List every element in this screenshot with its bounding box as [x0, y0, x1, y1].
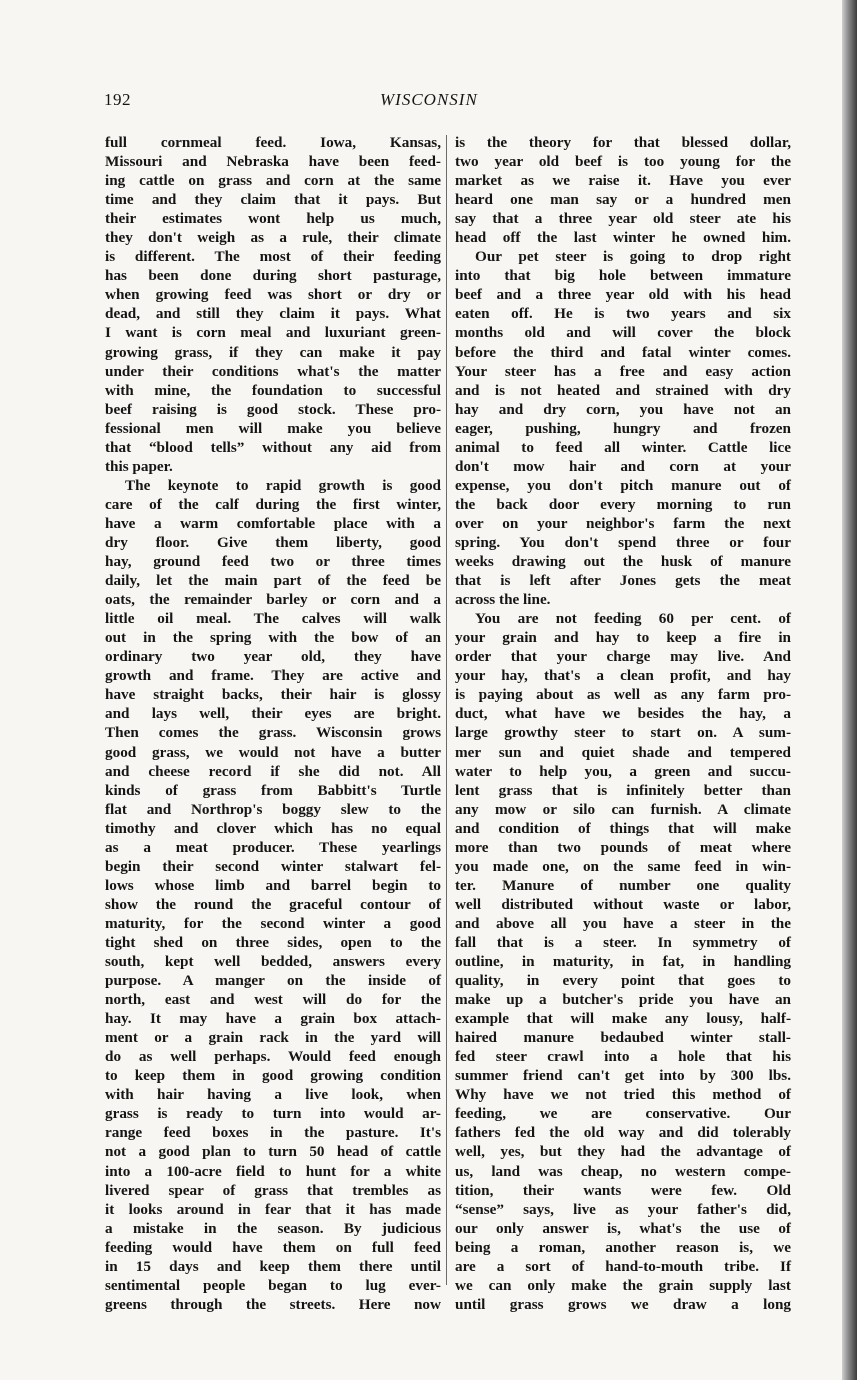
text-line: out in the spring with the bow of an [105, 629, 441, 647]
text-line: is different. The most of their feeding [105, 248, 441, 266]
text-line: fall that is a steer. In symmetry of [455, 933, 791, 951]
text-line: your grain and hay to keep a fire in [455, 629, 791, 647]
text-line: livered spear of grass that trembles as [105, 1181, 441, 1199]
text-line: “sense” says, live as your father's did, [455, 1200, 791, 1218]
text-line: head off the last winter he owned him. [455, 229, 791, 247]
text-line: make up a butcher's pride you have an [455, 991, 791, 1009]
text-line: hay, ground feed two or three times [105, 553, 441, 571]
text-line: spring. You don't spend three or four [455, 533, 791, 551]
text-line: tight shed on three sides, open to the [105, 933, 441, 951]
text-line: until grass grows we draw a long [455, 1295, 791, 1313]
text-line: greens through the streets. Here now [105, 1295, 441, 1313]
text-line: good grass, we would not have a butter [105, 743, 441, 761]
text-line: and is not heated and strained with dry [455, 381, 791, 399]
text-line: hay and dry corn, you have not an [455, 400, 791, 418]
text-line: Then comes the grass. Wisconsin grows [105, 724, 441, 742]
text-line: eaten off. He is two years and six [455, 305, 791, 323]
text-line: into a 100-acre field to hunt for a white [105, 1162, 441, 1180]
text-line: is the theory for that blessed dollar, [455, 134, 791, 151]
text-line: grass is ready to turn into would ar- [105, 1105, 441, 1123]
text-line: their estimates wont help us much, [105, 210, 441, 228]
left-column [105, 133, 441, 1314]
text-line: your hay, that's a clean profit, and hay [455, 667, 791, 685]
text-line: You are not feeding 60 per cent. of [475, 610, 791, 628]
text-line: they don't weigh as a rule, their climate [105, 229, 441, 247]
text-line: to keep them in good growing condition [105, 1067, 441, 1085]
text-line: market as we raise it. Have you ever [455, 172, 791, 190]
text-line: growing grass, if they can make it pay [105, 343, 441, 361]
text-line: hay. It may have a grain box attach- [105, 1010, 441, 1028]
text-line: us, land was cheap, no western compe- [455, 1162, 791, 1180]
text-line: The keynote to rapid growth is good [125, 476, 441, 494]
text-line: ing cattle on grass and corn at the same [105, 172, 441, 190]
text-line: animal to feed all winter. Cattle lice [455, 438, 791, 456]
text-line: mer sun and quiet shade and tempered [455, 743, 791, 761]
text-line: Our pet steer is going to drop right [475, 248, 791, 266]
text-line: large growthy steer to start on. A sum- [455, 724, 791, 742]
text-line: and cheese record if she did not. All [105, 762, 441, 780]
text-line: ter. Manure of number one quality [455, 876, 791, 894]
text-line: across the line. [455, 591, 551, 609]
text-line: example that will make any lousy, half- [455, 1010, 791, 1028]
text-line: has been done during short pasturage, [105, 267, 441, 285]
text-line: fessional men will make you believe [105, 419, 441, 437]
text-line: as a meat producer. These yearlings [105, 838, 441, 856]
text-line: fathers fed the old way and did tolerably [455, 1124, 791, 1142]
text-line: maturity, for the second winter a good [105, 914, 441, 932]
text-line: care of the calf during the first winter, [105, 495, 441, 513]
text-line: have a warm comfortable place with a [105, 514, 441, 532]
text-line: when growing feed was short or dry or [105, 286, 441, 304]
running-head: WISCONSIN [380, 90, 478, 109]
text-line: into that big hole between immature [455, 267, 791, 285]
text-line: show the round the graceful contour of [105, 895, 441, 913]
text-line: a mistake in the season. By judicious [105, 1219, 441, 1237]
text-line: it looks around in fear that it has made [105, 1200, 441, 1218]
text-line: haired manure bedaubed winter stall- [455, 1029, 791, 1047]
text-line: growth and frame. They are active and [105, 667, 441, 685]
text-line: weeks drawing out the husk of manure [455, 553, 791, 571]
text-line: lent grass that is infinitely better than [455, 781, 791, 799]
text-line: south, kept well bedded, answers every [105, 953, 441, 971]
text-line: little oil meal. The calves will walk [105, 610, 441, 628]
text-line: ordinary two year old, they have [105, 648, 441, 666]
text-line: quality, in every point that goes to [455, 972, 791, 990]
text-line: kinds of grass from Babbitt's Turtle [105, 781, 441, 799]
text-line: that is left after Jones gets the meat [455, 572, 791, 590]
text-line: I want is corn meal and luxuriant green- [105, 324, 441, 342]
text-line: full cornmeal feed. Iowa, Kansas, [105, 134, 441, 151]
text-line: daily, let the main part of the feed be [105, 572, 441, 590]
text-line: feeding, we are conservative. Our [455, 1105, 791, 1123]
text-line: purpose. A manger on the inside of [105, 972, 441, 990]
text-line: beef raising is good stock. These pro- [105, 400, 441, 418]
text-line: fed steer crawl into a hole that his [455, 1048, 791, 1066]
text-line: eager, pushing, hungry and frozen [455, 419, 791, 437]
column-divider [446, 135, 447, 1285]
text-line: water to help you, a green and succu- [455, 762, 791, 780]
text-line: with hair having a live look, when [105, 1086, 441, 1104]
text-line: range feed boxes in the pasture. It's [105, 1124, 441, 1142]
text-line: do as well perhaps. Would feed enough [105, 1048, 441, 1066]
text-line: well distributed without waste or labor, [455, 895, 791, 913]
text-line: expense, you don't pitch manure out of [455, 476, 791, 494]
text-line: before the third and fatal winter comes. [455, 343, 791, 361]
text-line: over on your neighbor's farm the next [455, 514, 791, 532]
text-line: dry floor. Give them liberty, good [105, 533, 441, 551]
text-line: this paper. [105, 457, 173, 475]
text-line: timothy and clover which has no equal [105, 819, 441, 837]
text-line: time and they claim that it pays. But [105, 191, 441, 209]
text-line: well, yes, but they had the advantage of [455, 1143, 791, 1161]
text-line: beef and a three year old with his head [455, 286, 791, 304]
text-line: lows whose limb and barrel begin to [105, 876, 441, 894]
text-line: outline, in maturity, in fat, in handling [455, 953, 791, 971]
text-line: oats, the remainder barley or corn and a [105, 591, 441, 609]
text-line: don't mow hair and corn at your [455, 457, 791, 475]
right-column [455, 133, 791, 1314]
text-line: you made one, on the same feed in win- [455, 857, 791, 875]
text-line: that “blood tells” without any aid from [105, 438, 441, 456]
text-line: heard one man say or a hundred men [455, 191, 791, 209]
text-line: months old and will cover the block [455, 324, 791, 342]
text-line: Missouri and Nebraska have been feed- [105, 153, 441, 171]
text-line: sentimental people began to lug ever- [105, 1276, 441, 1294]
text-line: under their conditions what's the matter [105, 362, 441, 380]
text-line: flat and Northrop's boggy slew to the [105, 800, 441, 818]
text-line: Your steer has a free and easy action [455, 362, 791, 380]
page-number: 192 [104, 90, 131, 109]
text-line: begin their second winter stalwart fel- [105, 857, 441, 875]
text-line: with mine, the foundation to successful [105, 381, 441, 399]
text-line: any mow or silo can furnish. A climate [455, 800, 791, 818]
text-line: more than two pounds of meat where [455, 838, 791, 856]
text-line: dead, and still they claim it pays. What [105, 305, 441, 323]
text-line: is paying about as well as any farm pro- [455, 686, 791, 704]
text-line: say that a three year old steer ate his [455, 210, 791, 228]
text-line: Why have we not tried this method of [455, 1086, 791, 1104]
text-line: we can only make the grain supply last [455, 1276, 791, 1294]
page-edge-shadow [842, 0, 857, 1380]
text-line: summer friend can't get into by 300 lbs. [455, 1067, 791, 1085]
text-line: and above all you have a steer in the [455, 914, 791, 932]
text-line: the back door every morning to run [455, 495, 791, 513]
text-line: order that your charge may live. And [455, 648, 791, 666]
text-line: have straight backs, their hair is glossy [105, 686, 441, 704]
text-line: our only answer is, what's the use of [455, 1219, 791, 1237]
text-line: tition, their wants were few. Old [455, 1181, 791, 1199]
text-line: north, east and west will do for the [105, 991, 441, 1009]
text-line: not a good plan to turn 50 head of cattle [105, 1143, 441, 1161]
text-line: and condition of things that will make [455, 819, 791, 837]
text-line: being a roman, another reason is, we [455, 1238, 791, 1256]
text-line: ment or a grain rack in the yard will [105, 1029, 441, 1047]
text-line: duct, what have we besides the hay, a [455, 705, 791, 723]
text-line: and lays well, their eyes are bright. [105, 705, 441, 723]
text-line: are a sort of hand-to-mouth tribe. If [455, 1257, 791, 1275]
text-line: two year old beef is too young for the [455, 153, 791, 171]
text-line: feeding would have them on full feed [105, 1238, 441, 1256]
text-line: in 15 days and keep them there until [105, 1257, 441, 1275]
